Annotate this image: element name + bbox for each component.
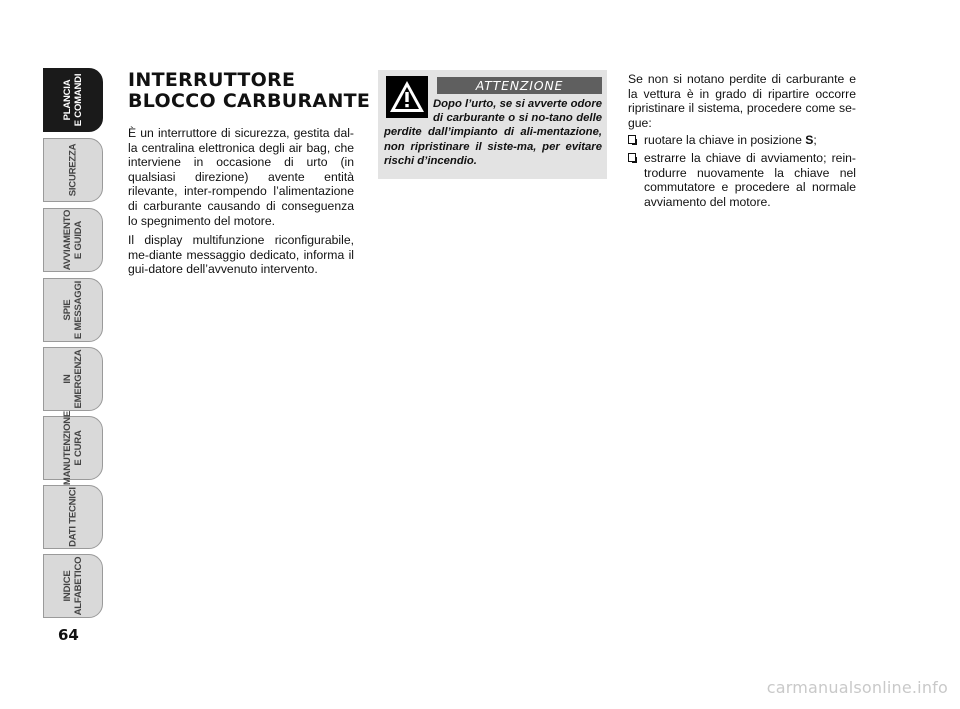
tab-label: DATI TECNICI: [67, 487, 79, 547]
tab-label: MANUTENZIONE E CURA: [62, 410, 84, 486]
paragraph: È un interruttore di sicurezza, gestita dal-la centralina elettronica degli air bag, che interviene in occasione di urto (in qualsiasi direzione) avente entità rilevante, inter-rompendo l’alimentazione di carburante causando di conseguenza lo spegnimento del motore.: [128, 126, 354, 228]
tab-label: INDICE ALFABETICO: [62, 556, 84, 616]
warning-box: [378, 70, 607, 179]
tab-in-emergenza[interactable]: [43, 347, 103, 411]
list-item: [628, 151, 856, 209]
procedure-intro: Se non si notano perdite di carburante e la vettura è in grado di ripartire occorre ripristinare il sistema, procedere come se-gue:: [628, 72, 856, 130]
step-text: ruotare la chiave in posizione: [644, 133, 806, 148]
section-column: [128, 69, 371, 282]
procedure-column: [628, 72, 856, 212]
tab-label: IN EMERGENZA: [62, 349, 84, 409]
tab-sicurezza[interactable]: [43, 138, 103, 202]
section-title: INTERRUTTORE BLOCCO CARBURANTE: [128, 69, 371, 112]
watermark: carmanualsonline.info: [766, 678, 948, 697]
tab-dati-tecnici[interactable]: [43, 485, 103, 549]
tab-label: SPIE E MESSAGGI: [62, 280, 84, 340]
warning-heading: ATTENZIONE: [437, 77, 602, 94]
tab-avviamento-e-guida[interactable]: [43, 208, 103, 272]
key-position: S: [805, 133, 814, 148]
tab-manutenzione-e-cura[interactable]: [43, 410, 103, 486]
paragraph: Il display multifunzione riconfigurabile, me-diante messaggio dedicato, informa il gui-datore dell’avvenuto intervento.: [128, 233, 354, 277]
step-text-end: ;: [813, 133, 817, 148]
checkbox-bullet-icon: [628, 135, 636, 144]
tab-label: AVVIAMENTO E GUIDA: [62, 209, 84, 271]
tab-label: PLANCIA E COMANDI: [62, 73, 84, 127]
tab-label: SICUREZZA: [67, 143, 79, 197]
tab-spie-e-messaggi[interactable]: [43, 278, 103, 342]
warning-text: Dopo l’urto, se si avverte odore di carburante o si no-tano delle perdite dall’impianto di ali-mentazione, non ripristinare il siste-ma, per evitare rischi d’incendio.: [384, 98, 602, 167]
checkbox-bullet-icon: [628, 153, 636, 162]
page-number: 64: [58, 626, 79, 644]
step-text: estrarre la chiave di avviamento; rein-trodurre nuovamente la chiave nel commutatore e procedere al normale avviamento del motore.: [644, 150, 856, 209]
tab-plancia-e-comandi[interactable]: [43, 68, 103, 132]
tab-indice-alfabetico[interactable]: [43, 554, 103, 618]
list-item: [628, 133, 856, 148]
warning-text-block: [384, 97, 602, 168]
